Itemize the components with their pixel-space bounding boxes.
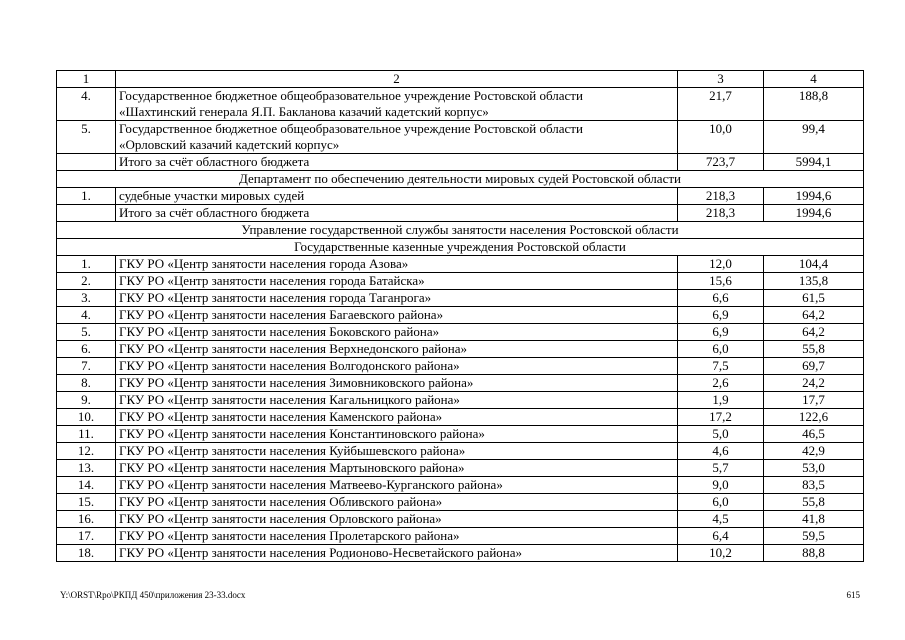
- institution-name: [116, 121, 678, 154]
- row-number: 15.: [57, 494, 116, 511]
- row-number: 7.: [57, 358, 116, 375]
- institution-name-line: «Шахтинский генерала Я.П. Бакланова казачий кадетский корпус»: [119, 104, 489, 119]
- value-col3: 15,6: [678, 273, 764, 290]
- value-col3: 6,9: [678, 307, 764, 324]
- value-col4: 61,5: [764, 290, 864, 307]
- row-number: 3.: [57, 290, 116, 307]
- column-number-cell: 3: [678, 71, 764, 88]
- value-col4: 122,6: [764, 409, 864, 426]
- row-number: 16.: [57, 511, 116, 528]
- institution-name: ГКУ РО «Центр занятости населения города Таганрога»: [116, 290, 678, 307]
- table-row: [57, 494, 864, 511]
- table-row: [57, 188, 864, 205]
- value-col3: 4,6: [678, 443, 764, 460]
- table-row: [57, 545, 864, 562]
- total-col4: 5994,1: [764, 154, 864, 171]
- value-col3: 4,5: [678, 511, 764, 528]
- value-col3: 2,6: [678, 375, 764, 392]
- value-col4: 64,2: [764, 324, 864, 341]
- table-row: [57, 273, 864, 290]
- institution-name: судебные участки мировых судей: [116, 188, 678, 205]
- table-row: [57, 426, 864, 443]
- value-col4: 24,2: [764, 375, 864, 392]
- page-number: 615: [846, 590, 860, 600]
- value-col3: 17,2: [678, 409, 764, 426]
- value-col4: 188,8: [764, 88, 864, 121]
- row-number: 1.: [57, 188, 116, 205]
- institution-name: ГКУ РО «Центр занятости населения Верхнедонского района»: [116, 341, 678, 358]
- value-col4: 53,0: [764, 460, 864, 477]
- value-col3: 6,4: [678, 528, 764, 545]
- file-path: Y:\ORST\Rpo\РКПД 450\приложения 23-33.docx: [60, 590, 246, 600]
- document-page: [56, 70, 863, 562]
- section-row: [57, 222, 864, 239]
- row-number: 4.: [57, 88, 116, 121]
- empty-cell: [57, 154, 116, 171]
- value-col4: 17,7: [764, 392, 864, 409]
- institution-name: ГКУ РО «Центр занятости населения Родионово-Несветайского района»: [116, 545, 678, 562]
- total-col3: 723,7: [678, 154, 764, 171]
- row-number: 18.: [57, 545, 116, 562]
- value-col3: 218,3: [678, 188, 764, 205]
- institution-name-line: Государственное бюджетное общеобразовательное учреждение Ростовской области: [119, 121, 583, 136]
- value-col4: 64,2: [764, 307, 864, 324]
- institution-name: ГКУ РО «Центр занятости населения Багаевского района»: [116, 307, 678, 324]
- value-col3: 7,5: [678, 358, 764, 375]
- institution-name: ГКУ РО «Центр занятости населения Матвеево-Курганского района»: [116, 477, 678, 494]
- table-row: [57, 324, 864, 341]
- table-row: [57, 528, 864, 545]
- institution-name: ГКУ РО «Центр занятости населения Орловского района»: [116, 511, 678, 528]
- total-label: Итого за счёт областного бюджета: [116, 154, 678, 171]
- institution-name: ГКУ РО «Центр занятости населения Мартыновского района»: [116, 460, 678, 477]
- section-title: Управление государственной службы занятости населения Ростовской области: [57, 222, 864, 239]
- value-col4: 135,8: [764, 273, 864, 290]
- section-title: Департамент по обеспечению деятельности мировых судей Ростовской области: [57, 171, 864, 188]
- value-col4: 69,7: [764, 358, 864, 375]
- table-row: [57, 121, 864, 154]
- value-col3: 10,0: [678, 121, 764, 154]
- value-col4: 83,5: [764, 477, 864, 494]
- value-col4: 55,8: [764, 341, 864, 358]
- institution-name: ГКУ РО «Центр занятости населения Куйбышевского района»: [116, 443, 678, 460]
- institution-name: ГКУ РО «Центр занятости населения Пролетарского района»: [116, 528, 678, 545]
- row-number: 4.: [57, 307, 116, 324]
- value-col3: 21,7: [678, 88, 764, 121]
- value-col3: 1,9: [678, 392, 764, 409]
- value-col4: 55,8: [764, 494, 864, 511]
- value-col4: 42,9: [764, 443, 864, 460]
- institution-name: ГКУ РО «Центр занятости населения города Батайска»: [116, 273, 678, 290]
- column-number-row: [57, 71, 864, 88]
- subsection-title: Государственные казенные учреждения Ростовской области: [57, 239, 864, 256]
- row-number: 5.: [57, 324, 116, 341]
- value-col4: 99,4: [764, 121, 864, 154]
- row-number: 12.: [57, 443, 116, 460]
- institution-name: ГКУ РО «Центр занятости населения города Азова»: [116, 256, 678, 273]
- row-number: 10.: [57, 409, 116, 426]
- value-col3: 5,7: [678, 460, 764, 477]
- institution-name: ГКУ РО «Центр занятости населения Кагальницкого района»: [116, 392, 678, 409]
- row-number: 8.: [57, 375, 116, 392]
- value-col4: 59,5: [764, 528, 864, 545]
- value-col4: 1994,6: [764, 188, 864, 205]
- table-row: [57, 375, 864, 392]
- total-label: Итого за счёт областного бюджета: [116, 205, 678, 222]
- table-row: [57, 307, 864, 324]
- value-col4: 46,5: [764, 426, 864, 443]
- institution-name: ГКУ РО «Центр занятости населения Константиновского района»: [116, 426, 678, 443]
- row-number: 9.: [57, 392, 116, 409]
- budget-table: [56, 70, 864, 562]
- subsection-row: [57, 239, 864, 256]
- total-col4: 1994,6: [764, 205, 864, 222]
- row-number: 1.: [57, 256, 116, 273]
- row-number: 14.: [57, 477, 116, 494]
- table-row: [57, 88, 864, 121]
- institution-name: ГКУ РО «Центр занятости населения Каменского района»: [116, 409, 678, 426]
- institution-name-line: Государственное бюджетное общеобразовательное учреждение Ростовской области: [119, 88, 583, 103]
- table-row: [57, 341, 864, 358]
- section-row: [57, 171, 864, 188]
- total-col3: 218,3: [678, 205, 764, 222]
- table-row: [57, 409, 864, 426]
- institution-name-line: «Орловский казачий кадетский корпус»: [119, 137, 340, 152]
- table-row: [57, 477, 864, 494]
- table-row: [57, 392, 864, 409]
- value-col4: 41,8: [764, 511, 864, 528]
- value-col3: 6,9: [678, 324, 764, 341]
- empty-cell: [57, 205, 116, 222]
- value-col3: 6,0: [678, 341, 764, 358]
- institution-name: ГКУ РО «Центр занятости населения Обливского района»: [116, 494, 678, 511]
- value-col3: 6,0: [678, 494, 764, 511]
- value-col4: 104,4: [764, 256, 864, 273]
- value-col3: 9,0: [678, 477, 764, 494]
- value-col3: 10,2: [678, 545, 764, 562]
- row-number: 2.: [57, 273, 116, 290]
- row-number: 11.: [57, 426, 116, 443]
- column-number-cell: 1: [57, 71, 116, 88]
- value-col4: 88,8: [764, 545, 864, 562]
- row-number: 6.: [57, 341, 116, 358]
- value-col3: 6,6: [678, 290, 764, 307]
- value-col3: 5,0: [678, 426, 764, 443]
- table-row: [57, 358, 864, 375]
- total-row: [57, 205, 864, 222]
- row-number: 17.: [57, 528, 116, 545]
- institution-name: ГКУ РО «Центр занятости населения Зимовниковского района»: [116, 375, 678, 392]
- institution-name: [116, 88, 678, 121]
- column-number-cell: 2: [116, 71, 678, 88]
- table-row: [57, 443, 864, 460]
- table-row: [57, 256, 864, 273]
- table-row: [57, 511, 864, 528]
- column-number-cell: 4: [764, 71, 864, 88]
- total-row: [57, 154, 864, 171]
- row-number: 5.: [57, 121, 116, 154]
- institution-name: ГКУ РО «Центр занятости населения Волгодонского района»: [116, 358, 678, 375]
- value-col3: 12,0: [678, 256, 764, 273]
- row-number: 13.: [57, 460, 116, 477]
- employment-centers-rows: [57, 256, 864, 562]
- table-row: [57, 290, 864, 307]
- institution-name: ГКУ РО «Центр занятости населения Боковского района»: [116, 324, 678, 341]
- table-row: [57, 460, 864, 477]
